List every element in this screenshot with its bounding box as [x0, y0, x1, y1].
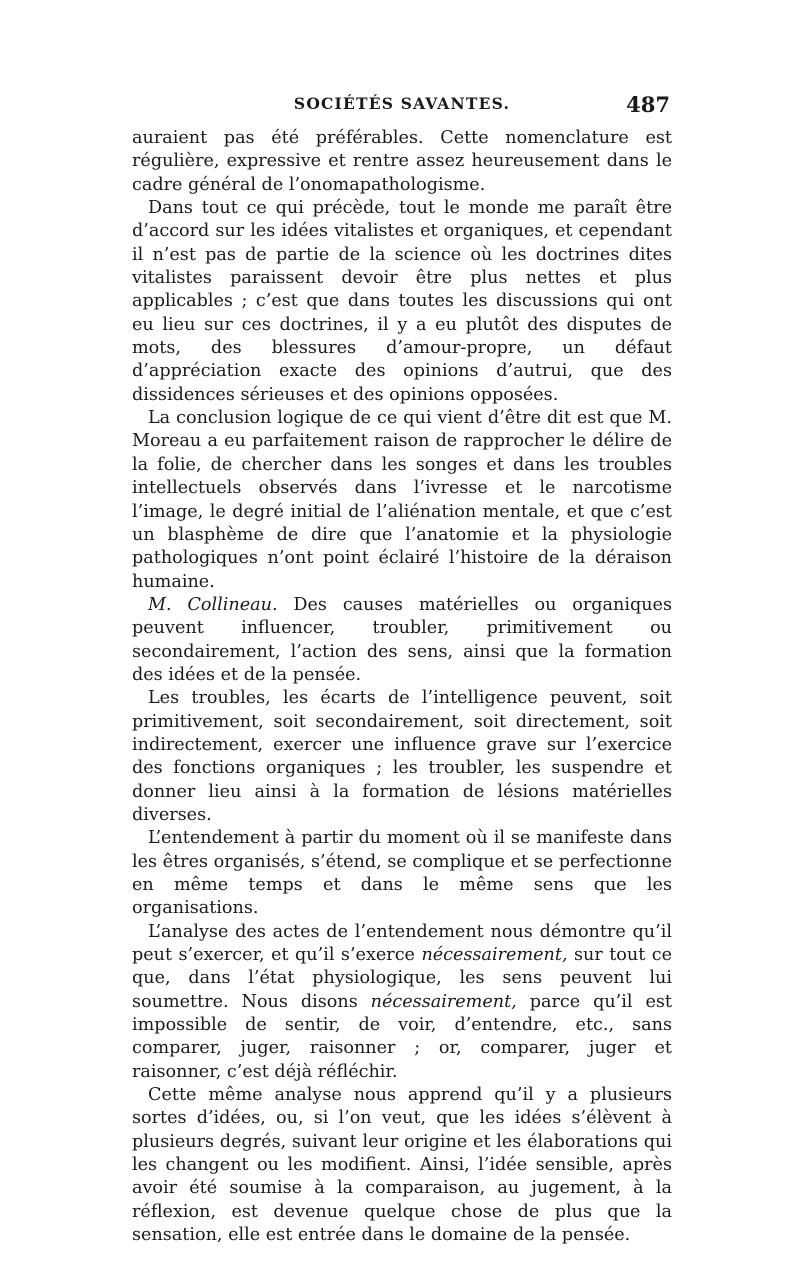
- page-number: 487: [626, 92, 670, 117]
- paragraph-7: [132, 921, 672, 1084]
- paragraph-7-part-c: parce qu’il est impossible de sentir, de voir, d’entendre, etc., sans comparer, juger, raisonner ; or, comparer, juger et raisonner, c’est déjà réfléchir.: [132, 991, 672, 1082]
- paragraph-1: auraient pas été préférables. Cette nomenclature est régulière, expressive et rentre assez heureusement dans le cadre général de l’onomapathologisme.: [132, 128, 672, 195]
- paragraph-8: Cette même analyse nous apprend qu’il y a plusieurs sortes d’idées, ou, si l’on veut, que les idées s’élèvent à plusieurs degrés, suivant leur origine et les élaborations qui les changent ou les modifient. Ainsi, l’idée sensible, après avoir été soumise à la comparaison, au jugement, à la réflexion, est devenue quelque chose de plus que la sensation, elle est entrée dans le domaine de la pensée.: [132, 1085, 672, 1246]
- emphasis-necessairement-2: nécessairement,: [370, 991, 517, 1012]
- paragraph-4: [132, 594, 672, 687]
- paragraph-7-part-a: L’analyse des actes de l’entendement nous démontre qu’il peut s’exercer, et qu’il s’exerce: [132, 921, 672, 966]
- paragraph-5: Les troubles, les écarts de l’intelligence peuvent, soit primitivement, soit secondairement, soit directement, soit indirectement, exercer une influence grave sur l’exercice des fonctions organiques ; les troubler, les suspendre et donner lieu ainsi à la formation de lésions matérielles diverses.: [132, 688, 672, 825]
- paragraph-3: La conclusion logique de ce qui vient d’être dit est que M. Moreau a eu parfaitement raison de rapprocher le délire de la folie, de chercher dans les songes et dans les troubles intellectuels observés dans l’ivresse et le narcotisme l’image, le degré initial de l’aliénation mentale, et que c’est un blasphème de dire que l’anatomie et la physiologie pathologiques n’ont point éclairé l’histoire de la déraison humaine.: [132, 408, 672, 592]
- paragraph-4-text: Des causes matérielles ou organiques peuvent influencer, troubler, primitivement ou secondairement, l’action des sens, ainsi que la formation des idées et de la pensée.: [132, 594, 672, 685]
- body-text: [132, 127, 672, 1248]
- speaker-name: M. Collineau.: [148, 594, 278, 615]
- paragraph-6: L’entendement à partir du moment où il se manifeste dans les êtres organisés, s’étend, se complique et se perfectionne en même temps et dans le même sens que les organisations.: [132, 828, 672, 919]
- page-header: [132, 92, 672, 118]
- paragraph-7-part-b: sur tout ce que, dans l’état physiologique, les sens peuvent lui soumettre. Nous disons: [132, 945, 672, 1012]
- emphasis-necessairement-1: nécessairement,: [421, 945, 568, 966]
- running-title: SOCIÉTÉS SAVANTES.: [293, 94, 511, 113]
- paragraph-2: Dans tout ce qui précède, tout le monde me paraît être d’accord sur les idées vitalistes et organiques, et cependant il n’est pas de partie de la science où les doctrines dites vitalistes paraissent devoir être plus nettes et plus applicables ; c’est que dans toutes les discussions qui ont eu lieu sur ces doctrines, il y a eu plutôt des disputes de mots, des blessures d’amour-propre, un défaut d’appréciation exacte des opinions d’autrui, que des dissidences sérieuses et des opinions opposées.: [132, 198, 672, 405]
